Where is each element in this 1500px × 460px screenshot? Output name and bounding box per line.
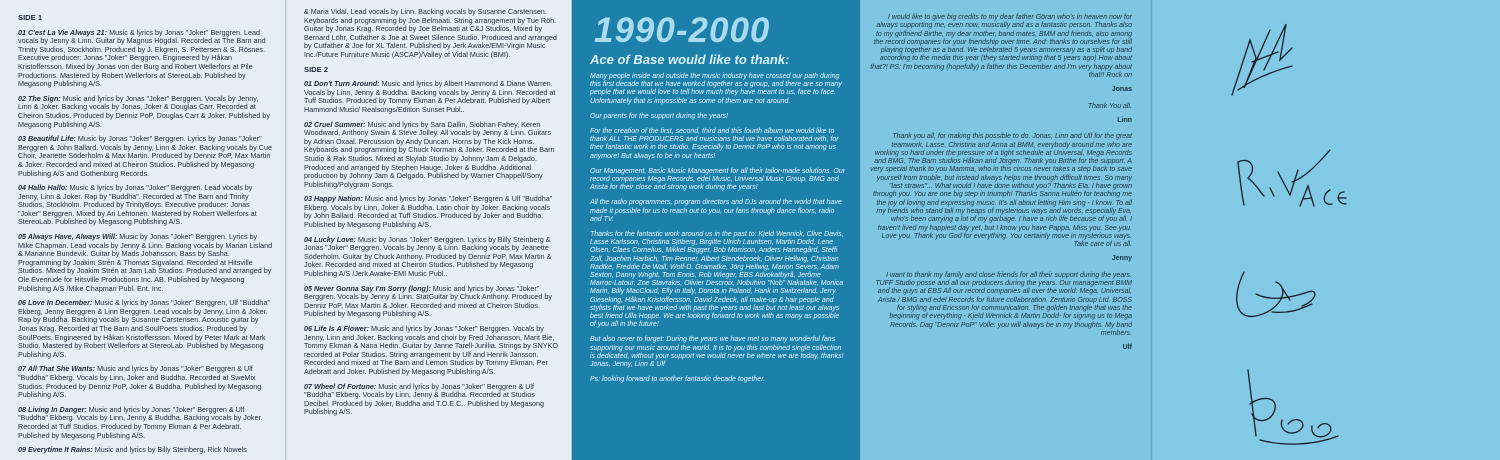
jonas-name: Jonas: [1111, 86, 1132, 94]
track-credits: Music and lyrics by Jonas "Joker" Berggren & Ulf "Buddha" Ekberg. Vocals by Linn, Jenny & Buddha. Backing vocals by Joker. Recorded at Tuff Studios. Produced by Tommy Ekman & Per Adebratt. Published by Megasong Publishing A/S.: [18, 404, 263, 440]
notes-column: [860, 0, 1150, 360]
thanks-column: [572, 0, 860, 392]
signature-ulf: [1248, 370, 1338, 444]
track-credits: Music & lyrics by Jonas "Joker" Berggren. Lead vocals by Jenny & Linn. Guitar by Magnus Högdal. Recorded at The Barn and Trinity Studios, Stockholm. Produced by J. Ekgren, S. Pettersen & S. Rösnes. Executive producer: Jonas "Joker" Berggren. Engineered by Håkan Kristoffersson. Mixed by Jonas von der Burg and Robert Wellerfors at Pile Productions. Mastered by Robert Wellerfors at StereoLab. Published by Megasong Publishing A/S.: [18, 27, 266, 89]
track-credit: [18, 446, 273, 455]
fold-crease: [1151, 0, 1153, 460]
track-credit: [304, 195, 559, 229]
track-credit: [18, 184, 273, 227]
track-credit: [304, 285, 559, 319]
linn-note: Thank You all.: [1087, 102, 1132, 110]
signature-jonas: [1232, 24, 1292, 95]
credits-column: [0, 0, 285, 460]
thanks-paragraph: But also never to forget: During the years we have met so many wonderful fans supporting our music around the world. It is to you this combined single collection is dedicated, without your support we would never be where we are today, thanks! Jonas, Jenny, Linn & Ulf: [590, 336, 844, 369]
track-title: 08 Living In Danger:: [18, 404, 87, 414]
fold-crease: [859, 0, 861, 460]
fold-crease: [285, 0, 287, 460]
thanks-paragraph: For the creation of the first, second, third and this fourth album we would like to thank ALL THE PRODUCERS and musicians that we have collaborated with, for their fantastic work in the studio. Especially to Denniz PoP who is not among us anymore! But always to be in our hearts!: [590, 128, 839, 160]
jenny-note: Thank you all, for making this possible to do. Jonas, Linn and Ulf for the great teamwork, Lasse, Christina and Anna at BMM, everybody around me who are working so hard under the pressure of a tight schedule at Universal, Mega Records and BMG, The Barn studios Håkan and Jörgen. Thank you Birthe for the support. A very special thank to you Mamma, who in this circus never takes a step back to save yourself from trouble, but instead always helps me through difficult times. So many "last straws"... What would I have done without you? Thanks Ela. I have grown through you. You are one big step in triumph! Thanks Sanna Hultén for teaching me the joy of loving and expressing music. It's all about letting Him sing - I know. To all my friends who stand tall my heaps of mysterious ways and words, especially Eva, who's been carrying a lot of my garbage. I have a rich life because of you all. I haven't lived my happiest day yet, but I know you have Pappa. Miss you. See you. Love you. Thank you God for everything. You certainly move in mysterious ways. Take care of us all.: [870, 133, 1132, 249]
track-title: 06 Life Is A Flower:: [304, 324, 369, 333]
credits-column: [286, 0, 571, 423]
track-title: 03 Beautiful Life:: [18, 134, 76, 144]
track-credits: Music and lyrics by Jonas "Joker" Berggren & Ulf "Buddha" Ekberg. Vocals by Linn, Joker & Buddha. Latin choir by Joker. Backing vocals by John Ballard. Recorded at Tuff Studios. Produced by Joker and Buddha. Published by Megasong Publishing A/S.: [304, 194, 553, 230]
side-label: SIDE 2: [304, 64, 329, 74]
track-title: 05 Always Have, Always Will:: [18, 232, 118, 242]
track-credits: Music by Jonas "Joker" Berggren. Lyrics by Mike Chapman. Lead vocals by Jenny & Linn. Backing vocals by Marian Lisland & Marianne Bundevik. Guitar by Mads Johansson. Bass by Sasha. Programming by Joakim Strén & Thomas Sigvaland. Recorded at Hitsville Studios. Mixed by Joakim Strén at Jam Lab Studios. Produced and arranged by Ole Evenrude for Hitsville Productions Inc. AB. Published by Megasong Publishing A/S /Mike Chapman Publ. Ent. Inc.: [18, 232, 273, 293]
track-credit: [304, 121, 559, 190]
track-title: 03 Happy Nation:: [304, 194, 363, 204]
thanks-paragraph: Our Management, Basic Music Management for all their tailor-made solutions. Our record companies Mega Records, edel Music, Universal Music Group, BMG and Arista for their close and strong work during the years!: [590, 167, 846, 192]
signatures-panel: [1152, 0, 1500, 460]
track-credits: Music and lyrics by Jonas "Joker" Berggren. Vocals by Jenny & Linn. StatGuitar by Chuck Anthony. Produced by Denniz PoP, Max Martin & Joker. Recorded and mixed at Cheiron Studios. Published by Megasong Publishing A/S.: [304, 283, 552, 319]
years-heading: 1990-2000: [594, 11, 771, 50]
track-credit: [304, 383, 559, 417]
track-credits: Music by Jonas "Joker" Berggren. Lyrics by Billy Steinberg & Jonas "Joker" Berggren. Vocals by Jenny & Linn. Backing vocals by Jeanette Söderholm. Guitar by Chuck Anthony. Produced by Denniz PoP, Max Martin & Joker. Recorded and mixed at Cheiron Studios. Published by Megasong Publishing A/S /Jerk Awake-EMI Music Publ..: [304, 234, 552, 279]
jonas-note: I would like to give big credits to my dear father Göran who's in heaven now for always supporting me, even now, musically and as a fantastic person. Thanks also to my girlfriend Birthe, my dear mother, band mates, BMM and friends, also among the record companies for your friendship over time. And: thanks to ourselves for still playing together as a band. We celebrated 5 years anniversary as a split up band according to the media this year (they started writing that 5 years ago) How about that?! PS: I'm becoming (hopefully) a father this December and I'm very happy about that!! Rock on: [870, 14, 1132, 80]
track-credits: Music and lyrics by Jonas "Joker" Berggren. Vocals by Jenny, Linn & Joker. Backing vocals by Jonas, Joker & Douglas Carr. Recorded at Cheiron Studios. Produced by Denniz PoP, Douglas Carr & Joker. Published by Megasong Publishing A/S.: [18, 93, 270, 129]
track-title: 07 Wheel Of Fortune:: [304, 381, 377, 391]
track-title: 04 Hallo Hallo:: [18, 183, 68, 193]
track-title: 01 Don't Turn Around:: [304, 79, 380, 89]
side-label: SIDE 1: [18, 13, 43, 22]
track-credit: [304, 80, 559, 114]
signature-linn: [1238, 150, 1346, 206]
track-title: 06 Love In December:: [18, 298, 93, 308]
thanks-paragraph: Ps: looking forward to another fantastic decade together.: [590, 376, 766, 384]
track-title: 02 Cruel Summer:: [304, 119, 366, 129]
thanks-paragraph: Our parents for the support during the years!: [590, 112, 729, 120]
track-credit: [18, 29, 273, 89]
track-credits: Music & lyrics by Jonas "Joker" Berggren. Lead vocals by Jenny, Linn & Joker. Rap by "Buddha". Recorded at The Barn and Trinity Studios, Stockholm. Produced by TrinityBoys. Executive producer: Jonas "Joker" Berggren. Mixed by Ari Lehtonen. Mastered by Robert Wellerfors at StereoLab. Published by Megasong Publishing A/S.: [18, 183, 257, 227]
signature-jenny: [1237, 272, 1315, 316]
track-title: 07 All That She Wants:: [18, 364, 96, 374]
track-title: 02 The Sign:: [18, 93, 61, 103]
fold-crease: [571, 0, 573, 460]
ulf-note: I want to thank my family and close friends for all their support during the years. TUFF Studio posse and all our producers during the years. Our management BMM and the guys at EBS All our record companies all over the world: Mega, Universal, Arista / BMG and edel Records for future collaboration. Zenturio Group Ltd. BOSS for styling and Ericsson for communication. The golden triangle that was the beginning of everything - Kjeld Wennick & Martin Dodd- for signing us to Mega Records. Dag "Denniz PoP" Volle: you will always be in my thoughts. My band members.: [875, 271, 1132, 337]
personal-notes-panel: [860, 0, 1152, 460]
track-credits: Music and lyrics by Jonas "Joker" Berggren & Ulf "Buddha" Ekberg. Vocals by Linn, Jenny & Buddha. Recorded at Studios Decibel. Produced by Joker, Buddha and T.O.E.C.. Published by Megasong Publishing A/S.: [304, 381, 544, 417]
credits-panel-side-2: [286, 0, 572, 460]
track-title: 05 Never Gonna Say I'm Sorry (long):: [304, 283, 431, 293]
track-credit: [304, 236, 559, 279]
linn-name: Linn: [1117, 116, 1132, 124]
thanks-paragraph: All the radio programmers, program directors and DJs around the world that have made it possible for us to reach out to you, our fans through dance floors, radio and TV.: [590, 199, 842, 223]
track-credit: [18, 365, 273, 399]
continuation-text: & Maria Vidal. Lead vocals by Linn. Backing vocals by Susanne Carstensen. Keyboards and programming by Joe Belmaati. String arrangement by Tue Röh. Guitar by Jonas Krag. Recorded by Joe Belmaati at C&J Studios. Mixed by Bernard Löhr, Cutfather & Joe at Sweet Silence Studio. Produced and arranged by Cutfather & Joe for XL Talent. Published by Jerk Awake/EMI-Virgin Music Inc./Future Furniture Music (ASCAP)/Valley of Vidal Music (BMI).: [304, 7, 557, 59]
track-title: 01 C'est La Vie Always 21:: [18, 27, 108, 37]
signatures-drawing: [1152, 0, 1500, 460]
thanks-heading: Ace of Base would like to thank:: [590, 52, 790, 67]
track-title: 09 Everytime It Rains:: [18, 445, 93, 455]
thanks-paragraph: Thanks for the fantastic work around us in the past to: Kjeld Wennick, Clive Davis, Lasse Karlsson, Christina Sjöberg, Birgitte Ulrich Lauritsen, Martin Dodd, Lene Olsen, Claes Cornelius, Mikkel Bagger, Bob Morrison, Anders Hannegård, Steffi Zoll, Joachim Harbich, Tim Renner, Albert Slendebroek, Oliver Hellwig, Christian Radtke, Freddie De Wall, Wolf-D. Gramatke, Jörg Hellwig, Marion Severs, Adam Sexton, Danny Wright, Tom Ennis, Rob Wieger, EBS Advokatbyrå, Jerôme Marroc-Latour, Zoe Stavrakis, Olivier Descroix, Nobuhiro "Nob" Nakatake, Monica Marin, Billy MacCloud, Elly in Italy, Dorota in Poland, Hank in Switzerland, Jerry Gieseking, Håkan Kristoffersson, David Zedeck, all make-up & hair people and stylists that we have worked with past the years and last but not least our always best friend Ulla Hoppe. We are looking forward to work with as many as possible of you all in the future!: [590, 231, 844, 329]
track-credits: Music and lyrics by Sara Dallin, Siobhan Fahey, Keren Woodward, Anthony Swain & Steve Jolley. All vocals by Jenny & Linn. Guitars by Adrian Oxaal. Percussion by Andy Duncan. Horns by The Kick Horns. Keyboards and programming by Chuck Norman & Joker. Recorded at the Barn Studio & Rak Studios. Mixed at Skylab Studio by Johnny Jam & Delgado. Produced and arranged by Stephen Hauge, Joker & Buddha. Additional production by Johnny Jam & Delgado. Published by Warner Chappell/Sony Publishing/Polygram Songs.: [304, 119, 555, 189]
track-credits: Music and lyrics by Jonas "Joker" Berggren & Ulf "Buddha" Ekberg. Vocals by Linn, Joker and Buddha. Recorded at SweMix Studios. Produced by Denniz PoP, Joker & Buddha. Published by Megasong Publishing A/S.: [18, 364, 262, 400]
track-credit: [18, 299, 273, 359]
track-title: 04 Lucky Love:: [304, 234, 356, 244]
track-credits: Music and lyrics by Albert Hammond & Diane Warren. Vocals by Linn, Jenny & Buddha. Backing vocals by Jenny & Linn. Recorded at Tuff Studios. Produced by Tommy Ekman & Per Adebratt. Published by Albert Hammond Music/ Realsongs/Edition Sunset Publ..: [304, 79, 556, 114]
track-credits: Music by Jonas "Joker" Berggren. Lyrics by Jonas "Joker" Berggren & John Ballard. Vocals by Jenny, Linn & Joker. Backing vocals by Cue Choir, Jeanette Söderholm & Max Martin. Produced by Denniz PoP, Max Martin & Joker. Recorded and mixed at Cheiron Studios. Published by Megasong Publishing A/S and Gothenburg Records.: [18, 134, 272, 178]
track-credit: [18, 135, 273, 178]
track-credits: Music and lyrics by Jonas "Joker" Berggren. Vocals by Jenny, Linn and Joker. Backing vocals and choir by Fred Johansson, Marit Bie, Tommy Ekman & Nana Hedin. Guitar by Janne Tarell-Jurillia. Strings by SNYKO recorded at Polar Studios. String arrangement by Ulf and Henrik Jansson. Recorded and mixed at The Barn and Lemon Studios by Tommy Ekman, Per Adebratt and Joker. Published by Megasong Publishing A/S.: [304, 324, 558, 376]
thanks-paragraph: Many people inside and outside the music industry have crossed our path during this first decade that we have worked together as a group, and there are so many people that we would love to tell how much they have meant to us, face to face. Unfortunately that is impossible as some of them are not around.: [590, 73, 842, 105]
ulf-name: Ulf: [1122, 344, 1132, 352]
track-credits: Music and lyrics by Billy Steinberg, Rick Nowels: [94, 445, 247, 455]
track-credit: [304, 325, 559, 377]
track-credit: [18, 95, 273, 129]
thanks-panel: [572, 0, 860, 460]
track-credit: [18, 233, 273, 293]
track-credit: [18, 406, 273, 440]
credits-panel-side-1: [0, 0, 286, 460]
jenny-name: Jenny: [1111, 255, 1132, 263]
track-credits: Music & lyrics by Jonas "Joker" Berggren, Ulf "Buddha" Ekberg, Jenny Berggren & Linn Berggren. Lead vocals by Jenny, Linn & Joker. Rap by Buddha. Backing vocals by Susanne Carstensen. Acoustic guitar by Jonas Krag. Recorded at The Barn and SoulPoets studios. Produced by SoulPoets. Engineered by Håkan Kristoffersson. Mixed by Peter Mark at Mark Studio. Mastered by Robert Wellerfors at StereoLab. Published by Megasong Publishing A/S.: [18, 298, 270, 359]
